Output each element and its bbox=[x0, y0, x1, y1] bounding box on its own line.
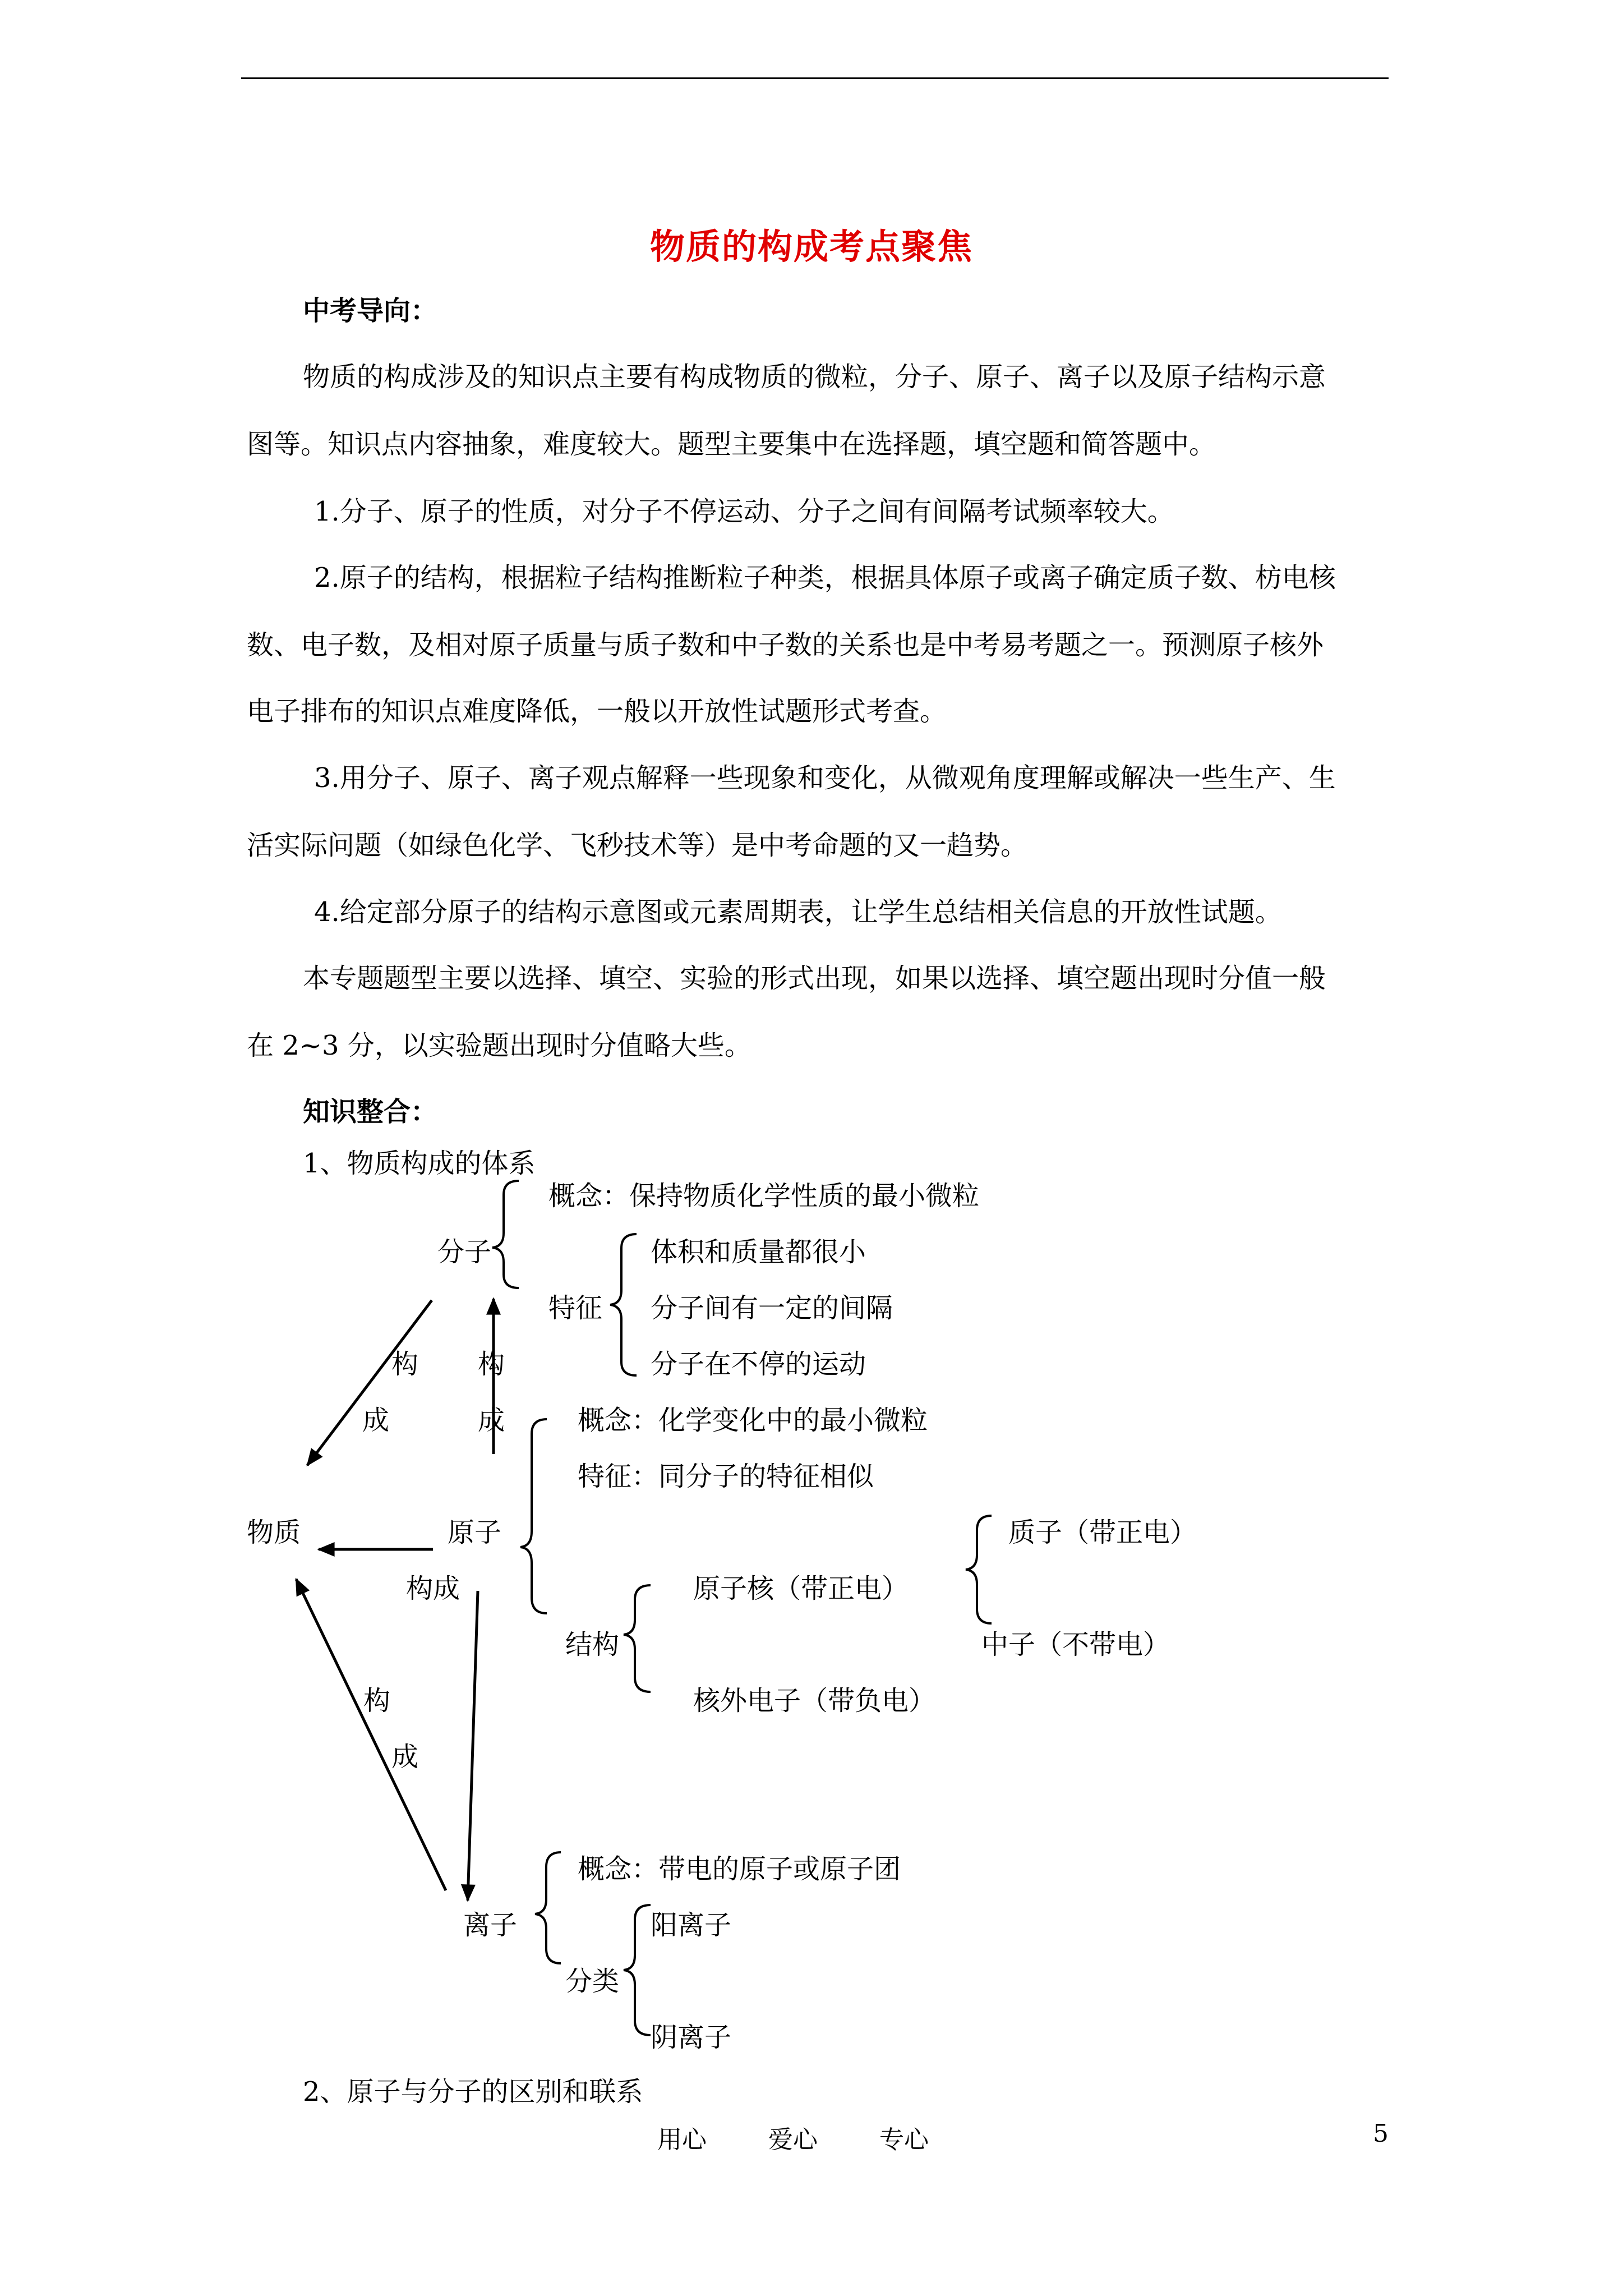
footer-motto-2: 爱心 bbox=[768, 2125, 818, 2154]
brace-atom bbox=[520, 1419, 547, 1613]
guide-item-2-line-3: 电子排布的知识点难度降低，一般以开放性试题形式考查。 bbox=[247, 696, 947, 727]
atom-feature: 特征：同分子的特征相似 bbox=[578, 1461, 874, 1492]
molecule-feature-2: 分子间有一定的间隔 bbox=[651, 1292, 893, 1324]
brace-structure bbox=[624, 1585, 651, 1692]
guide-item-3-line-1: 3.用分子、原子、离子观点解释一些现象和变化，从微观角度理解或解决一些生产、生 bbox=[314, 762, 1336, 794]
guide-item-1: 1.分子、原子的性质，对分子不停运动、分子之间有间隔考试频率较大。 bbox=[314, 496, 1174, 527]
arrow-atom-to-ion bbox=[468, 1591, 478, 1901]
footer-motto-3: 专心 bbox=[879, 2125, 929, 2154]
brace-ion bbox=[535, 1852, 561, 1963]
form-label-atom: 构成 bbox=[406, 1573, 460, 1604]
form-label-ion-char-2: 成 bbox=[391, 1741, 419, 1773]
molecule-feature-3: 分子在不停的运动 bbox=[651, 1349, 866, 1380]
subsection-2-title: 2、原子与分子的区别和联系 bbox=[303, 2076, 643, 2108]
ion-anion: 阴离子 bbox=[651, 2022, 732, 2053]
form-label-right-char-2: 成 bbox=[478, 1405, 505, 1436]
guide-paragraph-line-2: 图等。知识点内容抽象，难度较大。题型主要集中在选择题，填空题和简答题中。 bbox=[247, 429, 1216, 460]
ion-classify-label: 分类 bbox=[565, 1966, 620, 1997]
ion-concept: 概念：带电的原子或原子团 bbox=[578, 1853, 901, 1885]
knowledge-heading: 知识整合： bbox=[303, 1096, 438, 1128]
molecule-feature-label: 特征 bbox=[548, 1292, 603, 1324]
ion-cation: 阳离子 bbox=[651, 1910, 732, 1941]
node-molecule: 分子 bbox=[437, 1236, 492, 1268]
form-label-ion-char-1: 构 bbox=[363, 1685, 391, 1717]
summary-line-1: 本专题题型主要以选择、填空、实验的形式出现，如果以选择、填空题出现时分值一般 bbox=[303, 963, 1326, 994]
node-ion: 离子 bbox=[463, 1910, 518, 1941]
atom-structure-label: 结构 bbox=[565, 1629, 620, 1660]
brace-molecule-features bbox=[610, 1234, 637, 1375]
form-label-left-char-1: 构 bbox=[391, 1349, 419, 1380]
node-substance: 物质 bbox=[247, 1517, 301, 1548]
page-title: 物质的构成考点聚焦 bbox=[649, 226, 973, 267]
brace-molecule bbox=[492, 1181, 519, 1288]
guide-paragraph-line-1: 物质的构成涉及的知识点主要有构成物质的微粒，分子、原子、离子以及原子结构示意 bbox=[303, 361, 1326, 393]
guide-item-2-line-1: 2.原子的结构，根据粒子结构推断粒子种类，根据具体原子或离子确定质子数、枋电核 bbox=[314, 562, 1336, 593]
atom-electrons: 核外电子（带负电） bbox=[693, 1685, 936, 1717]
brace-classification bbox=[624, 1905, 651, 2035]
atom-nucleus: 原子核（带正电） bbox=[693, 1573, 909, 1604]
arrow-ion-to-substance bbox=[296, 1579, 446, 1890]
summary-line-2: 在 2~3 分，以实验题出现时分值略大些。 bbox=[247, 1030, 751, 1061]
form-label-right-char-1: 构 bbox=[478, 1349, 505, 1380]
brace-nucleus bbox=[966, 1516, 992, 1623]
guide-item-3-line-2: 活实际问题（如绿色化学、飞秒技术等）是中考命题的又一趋势。 bbox=[247, 830, 1028, 861]
molecule-concept: 概念：保持物质化学性质的最小微粒 bbox=[548, 1180, 980, 1212]
arrow-molecule-to-substance bbox=[307, 1300, 432, 1465]
footer-motto-1: 用心 bbox=[657, 2125, 707, 2154]
nucleus-proton: 质子（带正电） bbox=[1008, 1517, 1197, 1548]
guide-item-4: 4.给定部分原子的结构示意图或元素周期表，让学生总结相关信息的开放性试题。 bbox=[314, 896, 1282, 928]
atom-concept: 概念：化学变化中的最小微粒 bbox=[578, 1405, 928, 1436]
page-number: 5 bbox=[1373, 2119, 1389, 2148]
form-label-left-char-2: 成 bbox=[362, 1405, 390, 1436]
subsection-1-title: 1、物质构成的体系 bbox=[303, 1148, 536, 1179]
molecule-feature-1: 体积和质量都很小 bbox=[651, 1236, 866, 1268]
guide-item-2-line-2: 数、电子数，及相对原子质量与质子数和中子数的关系也是中考易考题之一。预测原子核外 bbox=[247, 629, 1324, 661]
guide-heading: 中考导向： bbox=[303, 295, 438, 326]
node-atom: 原子 bbox=[448, 1517, 502, 1548]
nucleus-neutron: 中子（不带电） bbox=[981, 1629, 1170, 1660]
